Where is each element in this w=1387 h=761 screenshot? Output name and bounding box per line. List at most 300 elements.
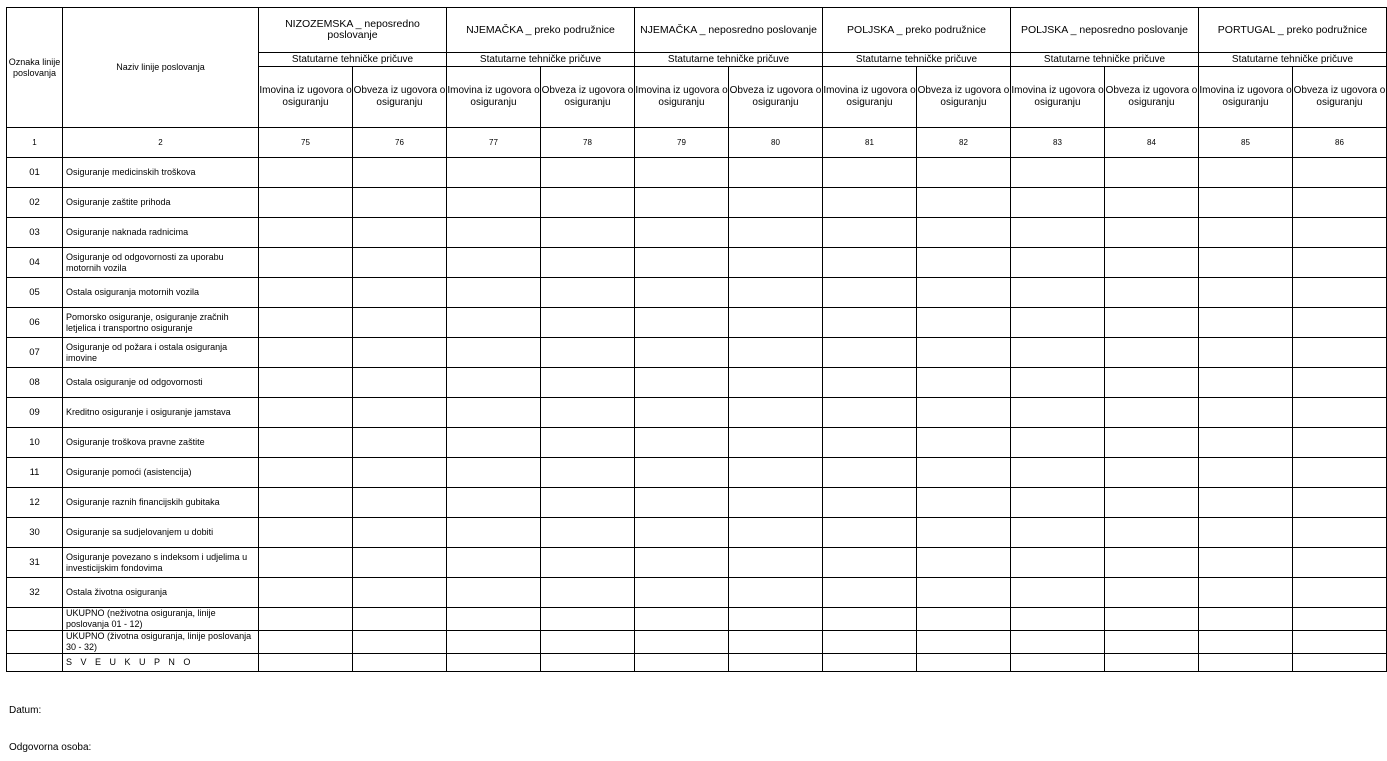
line-code <box>7 608 63 631</box>
liabilities-column-header: Obveza iz ugovora o osiguranju <box>1105 67 1199 128</box>
table-row <box>7 398 1387 428</box>
reserve-type-header: Statutarne tehničke pričuve <box>259 53 447 67</box>
value-cell[interactable] <box>353 548 447 578</box>
line-name: Ostala životna osiguranja <box>63 578 259 608</box>
liabilities-column-header: Obveza iz ugovora o osiguranju <box>353 67 447 128</box>
value-cell[interactable] <box>1293 158 1387 188</box>
value-cell[interactable] <box>541 548 635 578</box>
value-cell[interactable] <box>1293 654 1387 672</box>
table-row <box>7 368 1387 398</box>
column-number: 77 <box>447 128 541 158</box>
line-code: 06 <box>7 308 63 338</box>
line-name: Osiguranje raznih financijskih gubitaka <box>63 488 259 518</box>
value-cell[interactable] <box>729 398 823 428</box>
value-cell[interactable] <box>1199 338 1293 368</box>
value-cell[interactable] <box>917 248 1011 278</box>
value-cell[interactable] <box>1293 218 1387 248</box>
value-cell[interactable] <box>823 248 917 278</box>
value-cell[interactable] <box>1199 398 1293 428</box>
value-cell[interactable] <box>259 578 353 608</box>
value-cell[interactable] <box>917 428 1011 458</box>
value-cell[interactable] <box>1293 578 1387 608</box>
value-cell[interactable] <box>729 518 823 548</box>
value-cell[interactable] <box>447 518 541 548</box>
value-cell[interactable] <box>1105 368 1199 398</box>
value-cell[interactable] <box>541 518 635 548</box>
assets-column-header: Imovina iz ugovora o osiguranju <box>635 67 729 128</box>
line-code: 03 <box>7 218 63 248</box>
value-cell[interactable] <box>729 338 823 368</box>
value-cell[interactable] <box>447 218 541 248</box>
value-cell[interactable] <box>1199 308 1293 338</box>
line-code: 32 <box>7 578 63 608</box>
value-cell[interactable] <box>635 278 729 308</box>
value-cell[interactable] <box>541 248 635 278</box>
value-cell[interactable] <box>447 188 541 218</box>
value-cell[interactable] <box>1011 654 1105 672</box>
value-cell[interactable] <box>1199 548 1293 578</box>
date-label: Datum: <box>9 705 42 716</box>
column-number: 81 <box>823 128 917 158</box>
value-cell[interactable] <box>729 548 823 578</box>
value-cell[interactable] <box>1293 398 1387 428</box>
value-cell[interactable] <box>823 458 917 488</box>
value-cell[interactable] <box>353 248 447 278</box>
value-cell[interactable] <box>729 248 823 278</box>
value-cell[interactable] <box>353 654 447 672</box>
value-cell[interactable] <box>1293 338 1387 368</box>
value-cell[interactable] <box>823 608 917 631</box>
value-cell[interactable] <box>1293 428 1387 458</box>
value-cell[interactable] <box>1011 488 1105 518</box>
value-cell[interactable] <box>1293 458 1387 488</box>
value-cell[interactable] <box>823 218 917 248</box>
value-cell[interactable] <box>259 278 353 308</box>
value-cell[interactable] <box>541 631 635 654</box>
value-cell[interactable] <box>447 368 541 398</box>
table-row <box>7 308 1387 338</box>
table-row <box>7 188 1387 218</box>
value-cell[interactable] <box>1199 488 1293 518</box>
value-cell[interactable] <box>353 338 447 368</box>
total-row <box>7 654 1387 672</box>
value-cell[interactable] <box>1105 631 1199 654</box>
value-cell[interactable] <box>823 188 917 218</box>
value-cell[interactable] <box>635 458 729 488</box>
column-number: 76 <box>353 128 447 158</box>
line-code: 30 <box>7 518 63 548</box>
value-cell[interactable] <box>917 631 1011 654</box>
value-cell[interactable] <box>823 548 917 578</box>
value-cell[interactable] <box>635 188 729 218</box>
value-cell[interactable] <box>823 488 917 518</box>
value-cell[interactable] <box>1105 608 1199 631</box>
row-code-header: Oznaka linije poslovanja <box>7 8 63 128</box>
value-cell[interactable] <box>729 308 823 338</box>
value-cell[interactable] <box>541 338 635 368</box>
value-cell[interactable] <box>541 458 635 488</box>
value-cell[interactable] <box>729 654 823 672</box>
value-cell[interactable] <box>1105 188 1199 218</box>
line-name: UKUPNO (neživotna osiguranja, linije poslovanja 01 - 12) <box>63 608 259 631</box>
value-cell[interactable] <box>1293 278 1387 308</box>
value-cell[interactable] <box>447 338 541 368</box>
value-cell[interactable] <box>1105 248 1199 278</box>
value-cell[interactable] <box>447 308 541 338</box>
value-cell[interactable] <box>1199 158 1293 188</box>
value-cell[interactable] <box>1105 654 1199 672</box>
value-cell[interactable] <box>1105 338 1199 368</box>
value-cell[interactable] <box>353 518 447 548</box>
value-cell[interactable] <box>259 398 353 428</box>
line-name: Osiguranje troškova pravne zaštite <box>63 428 259 458</box>
table-row <box>7 278 1387 308</box>
value-cell[interactable] <box>917 488 1011 518</box>
country-header: NJEMAČKA _ neposredno poslovanje <box>635 8 823 53</box>
value-cell[interactable] <box>729 368 823 398</box>
liabilities-column-header: Obveza iz ugovora o osiguranju <box>917 67 1011 128</box>
column-number: 84 <box>1105 128 1199 158</box>
value-cell[interactable] <box>1199 578 1293 608</box>
value-cell[interactable] <box>1293 368 1387 398</box>
value-cell[interactable] <box>1199 218 1293 248</box>
value-cell[interactable] <box>353 578 447 608</box>
value-cell[interactable] <box>823 398 917 428</box>
value-cell[interactable] <box>635 218 729 248</box>
value-cell[interactable] <box>635 428 729 458</box>
value-cell[interactable] <box>1293 548 1387 578</box>
value-cell[interactable] <box>447 428 541 458</box>
value-cell[interactable] <box>635 518 729 548</box>
value-cell[interactable] <box>1199 518 1293 548</box>
table-row <box>7 248 1387 278</box>
value-cell[interactable] <box>1011 518 1105 548</box>
assets-column-header: Imovina iz ugovora o osiguranju <box>1199 67 1293 128</box>
table-row <box>7 158 1387 188</box>
value-cell[interactable] <box>1105 548 1199 578</box>
reserve-type-header: Statutarne tehničke pričuve <box>447 53 635 67</box>
table-row <box>7 548 1387 578</box>
line-code: 04 <box>7 248 63 278</box>
value-cell[interactable] <box>1199 458 1293 488</box>
row-name-header: Naziv linije poslovanja <box>63 8 259 128</box>
table-row <box>7 338 1387 368</box>
value-cell[interactable] <box>1199 654 1293 672</box>
value-cell[interactable] <box>541 188 635 218</box>
value-cell[interactable] <box>1199 631 1293 654</box>
value-cell[interactable] <box>917 368 1011 398</box>
line-name: Osiguranje od odgovornosti za uporabu motornih vozila <box>63 248 259 278</box>
value-cell[interactable] <box>1011 308 1105 338</box>
value-cell[interactable] <box>259 608 353 631</box>
value-cell[interactable] <box>259 428 353 458</box>
value-cell[interactable] <box>259 338 353 368</box>
line-code: 31 <box>7 548 63 578</box>
value-cell[interactable] <box>917 518 1011 548</box>
value-cell[interactable] <box>635 578 729 608</box>
value-cell[interactable] <box>259 248 353 278</box>
value-cell[interactable] <box>1011 548 1105 578</box>
line-name: Osiguranje od požara i ostala osiguranja imovine <box>63 338 259 368</box>
value-cell[interactable] <box>541 488 635 518</box>
liabilities-column-header: Obveza iz ugovora o osiguranju <box>1293 67 1387 128</box>
value-cell[interactable] <box>1105 578 1199 608</box>
value-cell[interactable] <box>1011 428 1105 458</box>
value-cell[interactable] <box>259 488 353 518</box>
value-cell[interactable] <box>1199 278 1293 308</box>
value-cell[interactable] <box>917 188 1011 218</box>
value-cell[interactable] <box>1011 218 1105 248</box>
line-code: 07 <box>7 338 63 368</box>
value-cell[interactable] <box>259 548 353 578</box>
value-cell[interactable] <box>917 548 1011 578</box>
value-cell[interactable] <box>541 158 635 188</box>
value-cell[interactable] <box>823 578 917 608</box>
line-name: S V E U K U P N O <box>63 654 259 672</box>
value-cell[interactable] <box>823 308 917 338</box>
value-cell[interactable] <box>259 368 353 398</box>
country-header: NJEMAČKA _ preko podružnice <box>447 8 635 53</box>
value-cell[interactable] <box>917 398 1011 428</box>
value-cell[interactable] <box>635 488 729 518</box>
column-number: 80 <box>729 128 823 158</box>
value-cell[interactable] <box>541 654 635 672</box>
column-number: 82 <box>917 128 1011 158</box>
value-cell[interactable] <box>1011 458 1105 488</box>
value-cell[interactable] <box>1199 428 1293 458</box>
value-cell[interactable] <box>447 488 541 518</box>
value-cell[interactable] <box>1293 308 1387 338</box>
value-cell[interactable] <box>259 308 353 338</box>
liabilities-column-header: Obveza iz ugovora o osiguranju <box>729 67 823 128</box>
country-header: NIZOZEMSKA _ neposredno poslovanje <box>259 8 447 53</box>
value-cell[interactable] <box>353 631 447 654</box>
value-cell[interactable] <box>541 398 635 428</box>
value-cell[interactable] <box>1199 608 1293 631</box>
value-cell[interactable] <box>353 488 447 518</box>
value-cell[interactable] <box>1011 158 1105 188</box>
line-code: 08 <box>7 368 63 398</box>
value-cell[interactable] <box>729 428 823 458</box>
value-cell[interactable] <box>1293 631 1387 654</box>
value-cell[interactable] <box>1105 308 1199 338</box>
column-number: 1 <box>7 128 63 158</box>
value-cell[interactable] <box>1011 631 1105 654</box>
value-cell[interactable] <box>917 578 1011 608</box>
value-cell[interactable] <box>259 188 353 218</box>
line-code: 05 <box>7 278 63 308</box>
value-cell[interactable] <box>447 248 541 278</box>
value-cell[interactable] <box>823 368 917 398</box>
value-cell[interactable] <box>353 428 447 458</box>
value-cell[interactable] <box>259 654 353 672</box>
value-cell[interactable] <box>1011 398 1105 428</box>
table-row <box>7 218 1387 248</box>
line-name: Osiguranje naknada radnicima <box>63 218 259 248</box>
value-cell[interactable] <box>917 308 1011 338</box>
value-cell[interactable] <box>353 398 447 428</box>
value-cell[interactable] <box>541 368 635 398</box>
value-cell[interactable] <box>1105 158 1199 188</box>
line-name: Ostala osiguranja motornih vozila <box>63 278 259 308</box>
value-cell[interactable] <box>823 338 917 368</box>
value-cell[interactable] <box>353 158 447 188</box>
assets-column-header: Imovina iz ugovora o osiguranju <box>259 67 353 128</box>
value-cell[interactable] <box>1105 278 1199 308</box>
value-cell[interactable] <box>353 278 447 308</box>
line-name: Osiguranje zaštite prihoda <box>63 188 259 218</box>
value-cell[interactable] <box>635 248 729 278</box>
value-cell[interactable] <box>823 518 917 548</box>
line-code: 11 <box>7 458 63 488</box>
value-cell[interactable] <box>1011 608 1105 631</box>
value-cell[interactable] <box>729 488 823 518</box>
value-cell[interactable] <box>635 631 729 654</box>
value-cell[interactable] <box>353 308 447 338</box>
value-cell[interactable] <box>259 631 353 654</box>
value-cell[interactable] <box>1105 218 1199 248</box>
line-code <box>7 654 63 672</box>
value-cell[interactable] <box>353 608 447 631</box>
value-cell[interactable] <box>635 308 729 338</box>
value-cell[interactable] <box>729 158 823 188</box>
value-cell[interactable] <box>917 458 1011 488</box>
value-cell[interactable] <box>447 158 541 188</box>
line-code: 02 <box>7 188 63 218</box>
assets-column-header: Imovina iz ugovora o osiguranju <box>447 67 541 128</box>
value-cell[interactable] <box>1293 518 1387 548</box>
value-cell[interactable] <box>729 458 823 488</box>
total-row <box>7 608 1387 631</box>
value-cell[interactable] <box>635 398 729 428</box>
value-cell[interactable] <box>635 338 729 368</box>
value-cell[interactable] <box>729 631 823 654</box>
column-number: 78 <box>541 128 635 158</box>
value-cell[interactable] <box>635 368 729 398</box>
value-cell[interactable] <box>1011 188 1105 218</box>
line-name: UKUPNO (životna osiguranja, linije poslovanja 30 - 32) <box>63 631 259 654</box>
value-cell[interactable] <box>1293 488 1387 518</box>
column-number: 86 <box>1293 128 1387 158</box>
value-cell[interactable] <box>541 308 635 338</box>
value-cell[interactable] <box>447 654 541 672</box>
value-cell[interactable] <box>635 654 729 672</box>
value-cell[interactable] <box>917 158 1011 188</box>
value-cell[interactable] <box>353 218 447 248</box>
value-cell[interactable] <box>541 218 635 248</box>
value-cell[interactable] <box>729 608 823 631</box>
value-cell[interactable] <box>1293 608 1387 631</box>
value-cell[interactable] <box>447 578 541 608</box>
value-cell[interactable] <box>729 578 823 608</box>
value-cell[interactable] <box>447 278 541 308</box>
value-cell[interactable] <box>447 548 541 578</box>
assets-column-header: Imovina iz ugovora o osiguranju <box>823 67 917 128</box>
value-cell[interactable] <box>447 458 541 488</box>
value-cell[interactable] <box>1105 488 1199 518</box>
value-cell[interactable] <box>353 188 447 218</box>
value-cell[interactable] <box>917 654 1011 672</box>
value-cell[interactable] <box>1199 368 1293 398</box>
value-cell[interactable] <box>635 548 729 578</box>
value-cell[interactable] <box>1105 458 1199 488</box>
value-cell[interactable] <box>1199 248 1293 278</box>
line-name: Osiguranje sa sudjelovanjem u dobiti <box>63 518 259 548</box>
liabilities-column-header: Obveza iz ugovora o osiguranju <box>541 67 635 128</box>
value-cell[interactable] <box>729 188 823 218</box>
value-cell[interactable] <box>1011 578 1105 608</box>
value-cell[interactable] <box>1011 278 1105 308</box>
value-cell[interactable] <box>541 608 635 631</box>
value-cell[interactable] <box>353 458 447 488</box>
value-cell[interactable] <box>1011 368 1105 398</box>
line-code <box>7 631 63 654</box>
value-cell[interactable] <box>823 278 917 308</box>
value-cell[interactable] <box>917 278 1011 308</box>
table-row <box>7 458 1387 488</box>
value-cell[interactable] <box>635 158 729 188</box>
value-cell[interactable] <box>823 428 917 458</box>
value-cell[interactable] <box>917 608 1011 631</box>
value-cell[interactable] <box>1011 338 1105 368</box>
line-code: 12 <box>7 488 63 518</box>
value-cell[interactable] <box>353 368 447 398</box>
value-cell[interactable] <box>729 218 823 248</box>
column-number: 85 <box>1199 128 1293 158</box>
table-row <box>7 578 1387 608</box>
line-code: 01 <box>7 158 63 188</box>
table-row <box>7 518 1387 548</box>
value-cell[interactable] <box>1199 188 1293 218</box>
responsible-person-label: Odgovorna osoba: <box>9 742 92 753</box>
column-number: 79 <box>635 128 729 158</box>
value-cell[interactable] <box>259 218 353 248</box>
value-cell[interactable] <box>823 631 917 654</box>
value-cell[interactable] <box>541 428 635 458</box>
country-header: POLJSKA _ neposredno poslovanje <box>1011 8 1199 53</box>
table-row <box>7 428 1387 458</box>
value-cell[interactable] <box>917 338 1011 368</box>
value-cell[interactable] <box>541 278 635 308</box>
value-cell[interactable] <box>729 278 823 308</box>
line-code: 09 <box>7 398 63 428</box>
value-cell[interactable] <box>823 654 917 672</box>
country-header: PORTUGAL _ preko podružnice <box>1199 8 1387 53</box>
value-cell[interactable] <box>1293 188 1387 218</box>
reserve-type-header: Statutarne tehničke pričuve <box>823 53 1011 67</box>
total-row <box>7 631 1387 654</box>
value-cell[interactable] <box>917 218 1011 248</box>
value-cell[interactable] <box>259 518 353 548</box>
value-cell[interactable] <box>259 458 353 488</box>
column-number: 75 <box>259 128 353 158</box>
value-cell[interactable] <box>1293 248 1387 278</box>
value-cell[interactable] <box>1105 428 1199 458</box>
value-cell[interactable] <box>259 158 353 188</box>
value-cell[interactable] <box>447 398 541 428</box>
value-cell[interactable] <box>1011 248 1105 278</box>
value-cell[interactable] <box>447 631 541 654</box>
value-cell[interactable] <box>635 608 729 631</box>
value-cell[interactable] <box>447 608 541 631</box>
line-code: 10 <box>7 428 63 458</box>
reserve-type-header: Statutarne tehničke pričuve <box>635 53 823 67</box>
line-name: Ostala osiguranje od odgovornosti <box>63 368 259 398</box>
value-cell[interactable] <box>541 578 635 608</box>
value-cell[interactable] <box>823 158 917 188</box>
value-cell[interactable] <box>1105 398 1199 428</box>
value-cell[interactable] <box>1105 518 1199 548</box>
